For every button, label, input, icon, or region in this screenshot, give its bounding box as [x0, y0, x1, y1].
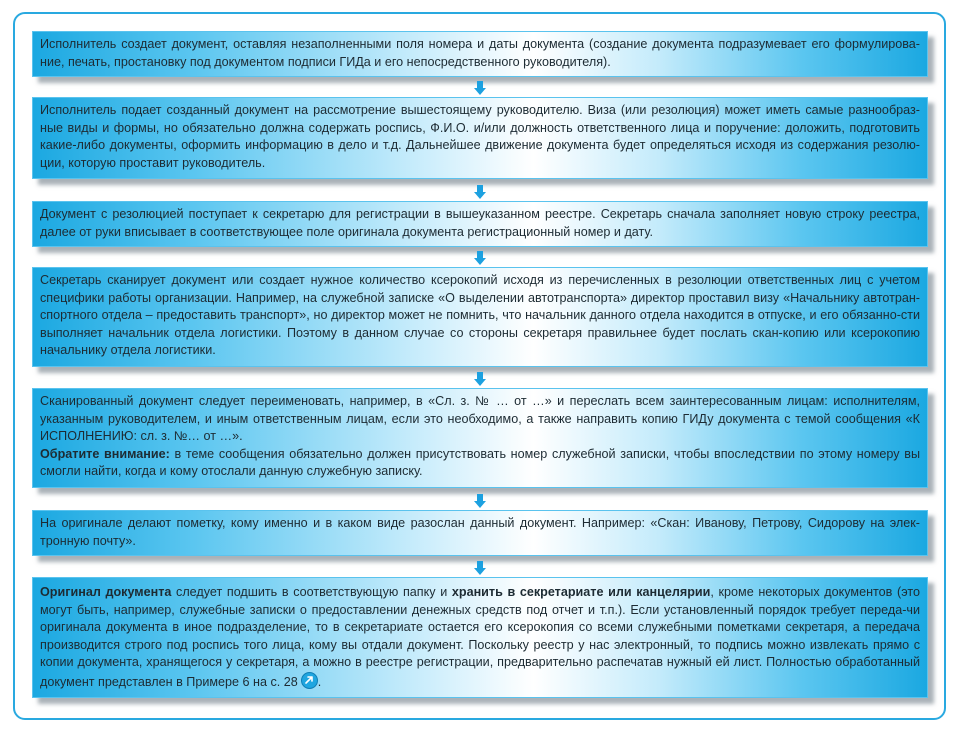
arrow-down-icon [474, 251, 486, 265]
reference-link-icon[interactable] [301, 672, 318, 689]
step-text-6: На оригинале делают пометку, кому именно и в каком виде разослан данный документ. Например: «Скан: Иванову, Петрову, Сидорову на элек-тронную почту». [40, 516, 920, 548]
step-text-4: Секретарь сканирует документ или создает нужное количество ксерокопий исходя из перечисленных в резолюции ответственных лиц с учетом специфики работы организации. Например, на служебной записке «О выделении автотранспорта» директор проставил визу «Начальнику автотран-спортного отдела – предоставить транспорт», но директор может не помнить, что начальник данного отдела находится в отпуске, и его обязанно-сти выполняет начальник отдела логистики. Поэтому в данном случае со стороны секретаря правильнее будет послать скан-копию или ксерокопию начальнику отдела логистики. [40, 273, 920, 358]
step-7-part-2: , кроме некоторых документов (это могут быть, например, служебные записки о предоставлении денежных средств под отчет и т.п.). Если установленный порядок требует переда-чи оригинала документа в иное подразделение, то в секретариате остается его ксерокопия со всеми служебными пометками секретаря, а передача производится строго под роспись того лица, кому вы отдали документ. Поскольку реестр у нас электронный, то подпись можно извлекать прямо с копии документа, хранящегося у секретаря, а можно в реестре регистрации, предварительно распечатав нужный ей лист. Полностью обработанный документ представлен в Примере 6 на с. 28 [40, 585, 920, 689]
arrow-down-icon [474, 81, 486, 95]
arrow-down-icon [474, 494, 486, 508]
step-text-3: Документ с резолюцией поступает к секретарю для регистрации в вышеуказанном реестре. Секретарь сначала заполняет новую строку реестра, далее от руки вписывает в соответствующее поле оригинала документа регистрационный номер и дату. [40, 207, 920, 239]
step-box-5 [32, 388, 928, 488]
step-box-2 [32, 97, 928, 179]
step-note-5 [40, 446, 920, 481]
arrow-down-icon [474, 185, 486, 199]
step-7-end: . [317, 674, 322, 689]
step-box-4 [32, 267, 928, 367]
note-label: Обратите внимание: [40, 446, 170, 461]
arrow-down-icon [474, 372, 486, 386]
step-text-7 [40, 584, 920, 692]
step-7-bold-1: Оригинал документа [40, 585, 172, 599]
note-text: в теме сообщения обязательно должен присутствовать номер служебной записки, чтобы впоследствии по этому номеру вы смогли найти, когда и кому отослали данную служебную записку. [40, 446, 920, 479]
step-7-bold-2: хранить в секретариате или канцелярии [451, 585, 711, 599]
step-7-part-1: следует подшить в соответствующую папку и [171, 585, 452, 599]
step-text-2: Исполнитель подает созданный документ на рассмотрение вышестоящему руководителю. Виза (или резолюция) может иметь самые разнообраз-ные виды и формы, но обязательно должна содержать роспись, Ф.И.О. и/или должность ответственного лица и поручение: доложить, подготовить какие-либо документы, оформить информацию в дело и т.д. Дальнейшее движение документа будет определяться исходя из содержания резолю-ции, которую проставит руководитель. [40, 103, 920, 170]
step-box-7 [32, 577, 928, 698]
arrow-down-icon [474, 561, 486, 575]
step-text-5: Сканированный документ следует переименовать, например, в «Сл. з. № … от …» и переслать всем заинтересованным лицам: исполнителям, указанным руководителем, и иным ответственным лицам, если это необходимо, а также направить копию ГИДу документа с темой сообщения «К ИСПОЛНЕНИЮ: сл. з. №… от …». [40, 394, 920, 444]
step-box-3 [32, 201, 928, 247]
step-box-6 [32, 510, 928, 556]
step-text-1: Исполнитель создает документ, оставляя незаполненными поля номера и даты документа (создание документа подразумевает его формулирова-ние, печать, простановку под документом подписи ГИДа и его непосредственного руководителя). [40, 37, 920, 69]
step-box-1 [32, 31, 928, 77]
